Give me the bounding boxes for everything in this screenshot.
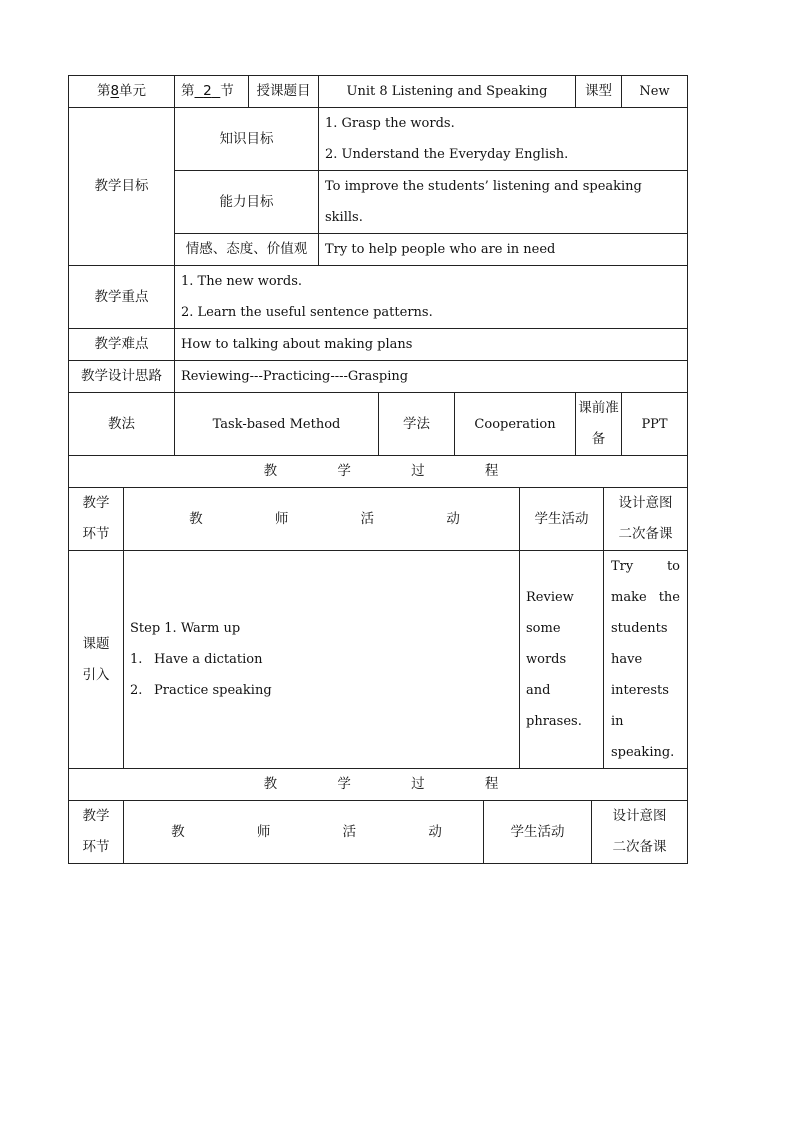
key-points-label: 教学重点 (69, 266, 175, 329)
section-number: 2 (203, 83, 212, 99)
stage-header: 教学 环节 (69, 488, 124, 551)
type-value: New (622, 76, 688, 108)
teach-method-label: 教法 (69, 393, 175, 456)
objectives-label: 教学目标 (69, 108, 175, 266)
design-intent-header: 设计意图 二次备课 (592, 801, 688, 864)
lesson-info-table (68, 75, 688, 456)
step-title: Step 1. Warm up (130, 621, 241, 636)
teacher-activity-header: 教 师 活 动 (124, 488, 520, 551)
key-point-item: 1. The new words. (181, 274, 303, 289)
knowledge-item: 2. Understand the Everyday English. (325, 147, 569, 162)
topic-value: Unit 8 Listening and Speaking (319, 76, 576, 108)
knowledge-items (319, 108, 688, 171)
design-intent-cell: Try to make the students have interests in speaking. (604, 551, 688, 769)
teach-method-value: Task-based Method (175, 393, 379, 456)
emotion-value: Try to help people who are in need (319, 234, 688, 266)
design-intent-header: 设计意图 二次备课 (604, 488, 688, 551)
process-table (68, 455, 688, 769)
unit-number: 8 (110, 83, 120, 99)
teacher-activity-cell (124, 551, 520, 769)
learn-method-value: Cooperation (455, 393, 576, 456)
section-cell: 第 2 节 (175, 76, 249, 108)
ability-value: To improve the students’ listening and speaking skills. (319, 171, 688, 234)
prep-value: PPT (622, 393, 688, 456)
process-title: 教 学 过 程 (69, 769, 688, 801)
prep-label: 课前准备 (576, 393, 622, 456)
list-item: 1. Have a dictation (130, 652, 263, 667)
knowledge-label: 知识目标 (175, 108, 319, 171)
stage-cell: 课题 引入 (69, 551, 124, 769)
design-idea-value: Reviewing---Practicing----Grasping (175, 361, 688, 393)
stage-header: 教学 环节 (69, 801, 124, 864)
student-activity-cell: Review some words and phrases. (520, 551, 604, 769)
knowledge-item: 1. Grasp the words. (325, 116, 455, 131)
learn-method-label: 学法 (379, 393, 455, 456)
difficulties-label: 教学难点 (69, 329, 175, 361)
lesson-plan (68, 75, 687, 864)
key-points-items (175, 266, 688, 329)
design-idea-label: 教学设计思路 (69, 361, 175, 393)
emotion-label: 情感、态度、价值观 (175, 234, 319, 266)
student-activity-header: 学生活动 (484, 801, 592, 864)
topic-label: 授课题目 (249, 76, 319, 108)
key-point-item: 2. Learn the useful sentence patterns. (181, 305, 433, 320)
student-activity-header: 学生活动 (520, 488, 604, 551)
teacher-activity-header: 教 师 活 动 (124, 801, 484, 864)
process-title: 教 学 过 程 (69, 456, 688, 488)
list-item: 2. Practice speaking (130, 683, 272, 698)
unit-cell: 第8单元 (69, 76, 175, 108)
ability-label: 能力目标 (175, 171, 319, 234)
process-table-continued (68, 768, 688, 864)
type-label: 课型 (576, 76, 622, 108)
difficulties-value: How to talking about making plans (175, 329, 688, 361)
